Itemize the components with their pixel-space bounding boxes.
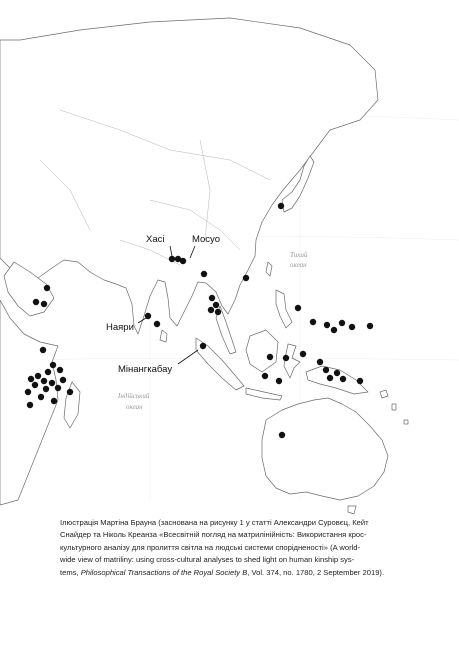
marker-africa-15: [38, 394, 44, 400]
tasmania-landmass: [348, 506, 356, 514]
indian-ocean-label-2: океан: [126, 403, 143, 411]
figure-caption: [60, 517, 405, 579]
marker-borneo: [267, 354, 273, 360]
marker-africa-2: [50, 362, 56, 368]
marker-arabia-3: [41, 301, 47, 307]
caption-line-4: wide view of matriliny: using cross-cultural analyses to shed light on human kinship sys-: [60, 555, 355, 565]
borneo-landmass: [246, 330, 278, 372]
marker-melanesia-1: [357, 378, 363, 384]
marker-ng-1: [317, 359, 323, 365]
marker-micronesia-4: [331, 327, 337, 333]
marker-africa-7: [41, 378, 47, 384]
caption-line-5: [60, 567, 405, 579]
pacific-ocean-label: Тихий: [290, 251, 308, 259]
marker-ng-5: [340, 376, 346, 382]
madagascar-landmass: [64, 382, 80, 428]
marker-ng-2: [323, 367, 329, 373]
caption-line-3: культурного аналізу для пролиття світла на людські системи спорідненості» (A world-: [60, 542, 361, 552]
caption-suffix: , Vol. 374, no. 1780, 2 September 2019).: [247, 567, 385, 577]
marker-africa-17: [27, 402, 33, 408]
pacific-islands: [380, 390, 408, 424]
marker-africa-1: [40, 347, 46, 353]
sri-lanka-landmass: [160, 330, 167, 342]
marker-china-south: [201, 271, 207, 277]
caption-line-2: Снайдер та Ніколь Креанза «Всесвітній погляд на матрилінійність: Використання крос-: [60, 530, 367, 540]
marker-micronesia-7: [367, 323, 373, 329]
marker-africa-6: [28, 376, 34, 382]
taiwan-landmass: [266, 262, 272, 276]
marker-indochina-1: [209, 295, 215, 301]
eurasia-landmass: [0, 18, 378, 334]
australia-landmass: [262, 398, 388, 500]
marker-africa-8: [49, 380, 55, 386]
marker-micronesia-2: [310, 319, 316, 325]
marker-indochina-2: [213, 302, 219, 308]
pacific-ocean-label-2: океан: [290, 261, 307, 269]
marker-micronesia-6: [349, 324, 355, 330]
caption-journal: Philosophical Transactions of the Royal Society B: [80, 567, 248, 577]
nayar-label: Наяри: [106, 322, 134, 333]
marker-africa-13: [67, 389, 73, 395]
marker-africa-3: [45, 369, 51, 375]
marker-timor: [276, 378, 282, 384]
marker-africa-4: [57, 367, 63, 373]
marker-ng-4: [334, 370, 340, 376]
marker-africa-5: [35, 373, 41, 379]
indian-ocean-label: Індійський: [118, 392, 150, 400]
marker-africa-12: [55, 385, 61, 391]
marker-maluku: [300, 351, 306, 357]
mosuo-label: Мосуо: [192, 234, 220, 245]
marker-arabia-1: [33, 299, 39, 305]
marker-indochina-4: [215, 309, 221, 315]
marker-nayar-1: [145, 313, 151, 319]
philippines-landmass: [276, 290, 292, 328]
marker-java: [262, 373, 268, 379]
marker-indochina-3: [208, 307, 214, 313]
marker-africa-14: [25, 389, 31, 395]
marker-micronesia-3: [324, 322, 330, 328]
marker-africa-16: [51, 398, 57, 404]
marker-africa-9: [60, 377, 66, 383]
java-landmass: [246, 388, 282, 400]
marker-sulawesi: [283, 355, 289, 361]
marker-khasi: [169, 256, 175, 262]
marker-australia: [279, 432, 285, 438]
marker-africa-10: [32, 382, 38, 388]
marker-africa-11: [43, 386, 49, 392]
marker-micronesia-5: [339, 320, 345, 326]
minangkabau-leader: [178, 350, 198, 364]
marker-mosuo-2: [180, 258, 186, 264]
marker-micronesia-1: [295, 305, 301, 311]
minangkabau-label: Мінангкабау: [118, 364, 173, 375]
marker-arabia-2: [44, 285, 50, 291]
marker-minangkabau: [200, 343, 206, 349]
marker-japan: [278, 203, 284, 209]
khasi-label: Хасі: [146, 234, 165, 245]
marker-taiwan: [243, 275, 249, 281]
marker-nayar-2: [154, 321, 160, 327]
caption-prefix: tems,: [60, 567, 81, 577]
caption-line-1: Ілюстрація Мартіна Брауна (заснована на рисунку 1 у статті Александри Суровєц, Кейт: [60, 518, 369, 527]
marker-ng-3: [327, 375, 333, 381]
